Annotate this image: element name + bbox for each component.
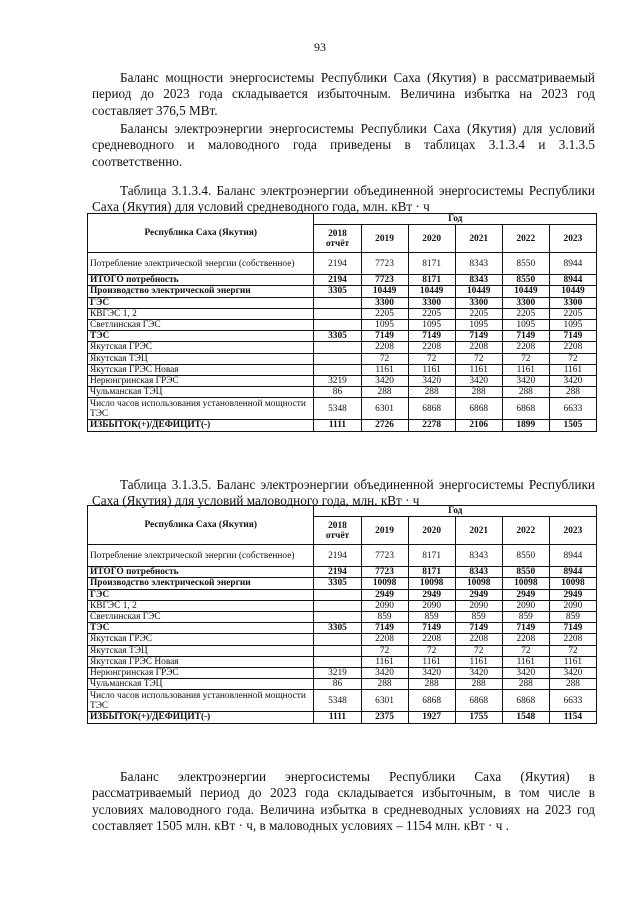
table1-header-year-col: 2023 bbox=[549, 225, 596, 253]
table1-cell: 1111 bbox=[314, 420, 361, 431]
table1-cell: 10449 bbox=[455, 286, 502, 297]
table1-cell: 2106 bbox=[455, 420, 502, 431]
table2-row-label: Якутская ГРЭС bbox=[88, 634, 314, 645]
table2-header-year-col: 2023 bbox=[549, 517, 596, 545]
table1-cell: 72 bbox=[455, 353, 502, 364]
table2-cell: 10098 bbox=[361, 578, 408, 589]
table1-cell: 72 bbox=[408, 353, 455, 364]
table1-cell: 288 bbox=[549, 387, 596, 398]
table2-cell: 1111 bbox=[314, 712, 361, 723]
table2-cell: 1161 bbox=[502, 656, 549, 667]
table1-cell: 3420 bbox=[455, 376, 502, 387]
table2-cell: 72 bbox=[502, 645, 549, 656]
table2-cell: 72 bbox=[549, 645, 596, 656]
table1-row bbox=[88, 331, 597, 342]
table2-cell: 2949 bbox=[502, 589, 549, 600]
table2-row-label: Нерюнгринская ГРЭС bbox=[88, 668, 314, 679]
table1-cell: 86 bbox=[314, 387, 361, 398]
table1-row bbox=[88, 420, 597, 431]
table1-cell: 3219 bbox=[314, 376, 361, 387]
table2-cell: 7723 bbox=[361, 567, 408, 578]
table2-row bbox=[88, 612, 597, 623]
table2-cell: 3420 bbox=[502, 668, 549, 679]
table1-row-label: Число часов использования установленной мощности ТЭС bbox=[88, 398, 314, 420]
table2-cell: 859 bbox=[361, 612, 408, 623]
table2-cell: 1548 bbox=[502, 712, 549, 723]
table2-row bbox=[88, 668, 597, 679]
table2-cell: 3420 bbox=[549, 668, 596, 679]
table1-cell: 72 bbox=[549, 353, 596, 364]
table1-cell: 1899 bbox=[502, 420, 549, 431]
table2-cell: 3305 bbox=[314, 578, 361, 589]
table2-header-year-col: 2021 bbox=[455, 517, 502, 545]
table1-cell: 1095 bbox=[549, 320, 596, 331]
table2-row bbox=[88, 567, 597, 578]
table1-header-region: Республика Саха (Якутия) bbox=[88, 214, 314, 253]
table2-cell: 6868 bbox=[502, 690, 549, 712]
table1-cell: 1505 bbox=[549, 420, 596, 431]
table2-cell: 10098 bbox=[408, 578, 455, 589]
table1-row bbox=[88, 387, 597, 398]
table2-cell: 2090 bbox=[549, 600, 596, 611]
table1-cell: 288 bbox=[502, 387, 549, 398]
table1-cell: 2194 bbox=[314, 253, 361, 275]
table2-cell: 8944 bbox=[549, 545, 596, 567]
table1-cell: 8550 bbox=[502, 253, 549, 275]
table1-cell: 2208 bbox=[502, 342, 549, 353]
table2-row bbox=[88, 545, 597, 567]
table1-cell: 10449 bbox=[408, 286, 455, 297]
table1-cell: 1161 bbox=[455, 364, 502, 375]
table2-cell: 7149 bbox=[502, 623, 549, 634]
table1-cell: 1095 bbox=[408, 320, 455, 331]
table1-cell: 6868 bbox=[455, 398, 502, 420]
table2-cell bbox=[314, 634, 361, 645]
table1-row bbox=[88, 353, 597, 364]
table1-header-year-col: 2019 bbox=[361, 225, 408, 253]
table2-caption: Таблица 3.1.3.5. Баланс электроэнергии объединенной энергосистемы Республики Саха (Якутия) для условий маловодного года, млн. кВт · ч bbox=[92, 477, 595, 508]
table2-cell: 10098 bbox=[549, 578, 596, 589]
table1-row-label: КВГЭС 1, 2 bbox=[88, 308, 314, 319]
table1-row-label: Нерюнгринская ГРЭС bbox=[88, 376, 314, 387]
table2-header-region: Республика Саха (Якутия) bbox=[88, 506, 314, 545]
table2-cell: 3219 bbox=[314, 668, 361, 679]
table2-row-label: ИТОГО потребность bbox=[88, 567, 314, 578]
table1-cell: 2205 bbox=[408, 308, 455, 319]
table2-row bbox=[88, 645, 597, 656]
table2-cell: 288 bbox=[502, 679, 549, 690]
table1-row-label: Якутская ГРЭС bbox=[88, 342, 314, 353]
table1-row-label: Чульманская ТЭЦ bbox=[88, 387, 314, 398]
table1-cell bbox=[314, 320, 361, 331]
table2-cell: 1161 bbox=[549, 656, 596, 667]
table2-row bbox=[88, 578, 597, 589]
table1-cell: 1095 bbox=[455, 320, 502, 331]
table2-cell: 6868 bbox=[408, 690, 455, 712]
table2-cell: 10098 bbox=[455, 578, 502, 589]
table1-cell: 3300 bbox=[549, 297, 596, 308]
table1-cell: 1161 bbox=[502, 364, 549, 375]
table1-header-year-col: 2021 bbox=[455, 225, 502, 253]
table1-cell: 1161 bbox=[549, 364, 596, 375]
table1-cell: 6868 bbox=[408, 398, 455, 420]
table1-row bbox=[88, 320, 597, 331]
table1-cell bbox=[314, 353, 361, 364]
table1-cell: 7723 bbox=[361, 275, 408, 286]
paragraph-energy-balances-intro: Балансы электроэнергии энергосистемы Республики Саха (Якутия) для условий средневодного и маловодного года приведены в таблицах 3.1.3.4 и 3.1.3.5 соответственно. bbox=[92, 121, 595, 169]
table2-cell: 288 bbox=[408, 679, 455, 690]
table2-cell: 2090 bbox=[455, 600, 502, 611]
table2-cell: 288 bbox=[549, 679, 596, 690]
table1-cell: 72 bbox=[361, 353, 408, 364]
table2-cell: 72 bbox=[361, 645, 408, 656]
table2-body bbox=[88, 545, 597, 723]
table1-cell: 2278 bbox=[408, 420, 455, 431]
table2-cell: 3420 bbox=[455, 668, 502, 679]
table1-row-label: Потребление электрической энергии (собственное) bbox=[88, 253, 314, 275]
table2-cell: 2208 bbox=[549, 634, 596, 645]
table2-cell: 859 bbox=[455, 612, 502, 623]
table2-cell: 86 bbox=[314, 679, 361, 690]
table2-row-label: Якутская ГРЭС Новая bbox=[88, 656, 314, 667]
table1-cell: 2208 bbox=[455, 342, 502, 353]
table1-row bbox=[88, 253, 597, 275]
table1-cell: 8343 bbox=[455, 253, 502, 275]
table1-cell: 6868 bbox=[502, 398, 549, 420]
table2-cell: 3420 bbox=[361, 668, 408, 679]
table1-row bbox=[88, 297, 597, 308]
table1-cell: 8944 bbox=[549, 275, 596, 286]
table1-cell: 7149 bbox=[408, 331, 455, 342]
table2-cell: 7149 bbox=[408, 623, 455, 634]
table1-cell: 3420 bbox=[549, 376, 596, 387]
table2-cell: 3305 bbox=[314, 623, 361, 634]
table2-cell: 8171 bbox=[408, 567, 455, 578]
table2-cell: 288 bbox=[455, 679, 502, 690]
table1-cell: 3305 bbox=[314, 286, 361, 297]
table2-cell: 2949 bbox=[361, 589, 408, 600]
table2-row bbox=[88, 712, 597, 723]
table1-row bbox=[88, 275, 597, 286]
table2-cell bbox=[314, 612, 361, 623]
table1-row bbox=[88, 364, 597, 375]
table2-cell: 2949 bbox=[549, 589, 596, 600]
table1-cell: 3300 bbox=[455, 297, 502, 308]
table2-cell: 859 bbox=[502, 612, 549, 623]
table2-cell: 1161 bbox=[408, 656, 455, 667]
table2-cell: 6301 bbox=[361, 690, 408, 712]
table1-header-year: Год bbox=[314, 214, 597, 225]
table2-row-label: Светлинская ГЭС bbox=[88, 612, 314, 623]
table1-caption: Таблица 3.1.3.4. Баланс электроэнергии объединенной энергосистемы Республики Саха (Якутия) для условий средневодного года, млн. кВт · ч bbox=[92, 183, 595, 214]
table1-cell: 7149 bbox=[455, 331, 502, 342]
table2-row bbox=[88, 600, 597, 611]
table2-cell: 8343 bbox=[455, 567, 502, 578]
table2-row-label: ИЗБЫТОК(+)/ДЕФИЦИТ(-) bbox=[88, 712, 314, 723]
table1-cell: 6301 bbox=[361, 398, 408, 420]
table1-cell: 10449 bbox=[549, 286, 596, 297]
table2-cell: 859 bbox=[549, 612, 596, 623]
table2-cell: 8171 bbox=[408, 545, 455, 567]
table1-cell bbox=[314, 308, 361, 319]
table1-row bbox=[88, 342, 597, 353]
energy-balance-table-medium-water bbox=[87, 213, 597, 432]
table2-cell: 2208 bbox=[502, 634, 549, 645]
table1-row bbox=[88, 398, 597, 420]
table2-row bbox=[88, 679, 597, 690]
table1-cell: 2208 bbox=[549, 342, 596, 353]
page-number: 93 bbox=[314, 40, 326, 54]
table1-row-label: Производство электрической энергии bbox=[88, 286, 314, 297]
table1-cell: 2726 bbox=[361, 420, 408, 431]
table2-row-label: ГЭС bbox=[88, 589, 314, 600]
table1-cell: 3305 bbox=[314, 331, 361, 342]
table2-cell: 2208 bbox=[408, 634, 455, 645]
table1-cell: 10449 bbox=[502, 286, 549, 297]
table2-cell: 72 bbox=[408, 645, 455, 656]
table2-cell: 1161 bbox=[455, 656, 502, 667]
table1-row bbox=[88, 376, 597, 387]
table1-row-label: Светлинская ГЭС bbox=[88, 320, 314, 331]
table1-cell: 10449 bbox=[361, 286, 408, 297]
table2-cell: 8944 bbox=[549, 567, 596, 578]
table2-row-label: Потребление электрической энергии (собственное) bbox=[88, 545, 314, 567]
table1-cell: 8944 bbox=[549, 253, 596, 275]
table2-row-label: Производство электрической энергии bbox=[88, 578, 314, 589]
table1-cell: 288 bbox=[361, 387, 408, 398]
table2-cell: 10098 bbox=[502, 578, 549, 589]
table1-cell: 8171 bbox=[408, 253, 455, 275]
table2-cell: 7149 bbox=[361, 623, 408, 634]
table1-cell: 72 bbox=[502, 353, 549, 364]
table2-row bbox=[88, 634, 597, 645]
table2-cell: 5348 bbox=[314, 690, 361, 712]
table1-cell: 3420 bbox=[361, 376, 408, 387]
paragraph-power-balance: Баланс мощности энергосистемы Республики Саха (Якутия) в рассматриваемый период до 2023 года складывается избыточным. Величина избытка на 2023 год составляет 376,5 МВт. bbox=[92, 70, 595, 118]
table1-cell: 288 bbox=[455, 387, 502, 398]
table1-cell bbox=[314, 297, 361, 308]
table1-cell: 8171 bbox=[408, 275, 455, 286]
table2-row bbox=[88, 656, 597, 667]
table1-header-year-col: 2022 bbox=[502, 225, 549, 253]
table1-cell: 7149 bbox=[502, 331, 549, 342]
table2-cell bbox=[314, 645, 361, 656]
table1-cell: 7149 bbox=[361, 331, 408, 342]
table2-cell: 2949 bbox=[455, 589, 502, 600]
table1-cell: 1095 bbox=[502, 320, 549, 331]
table1-cell: 8343 bbox=[455, 275, 502, 286]
table2-cell: 288 bbox=[361, 679, 408, 690]
table1-cell bbox=[314, 342, 361, 353]
table1-row-label: ИТОГО потребность bbox=[88, 275, 314, 286]
table1-cell: 1161 bbox=[408, 364, 455, 375]
table2-cell: 1161 bbox=[361, 656, 408, 667]
table2-cell: 2949 bbox=[408, 589, 455, 600]
table1-header-base-year: 2018 отчёт bbox=[314, 225, 361, 253]
table2-cell: 2208 bbox=[455, 634, 502, 645]
table2-row-label: Якутская ТЭЦ bbox=[88, 645, 314, 656]
table2-header-year-col: 2019 bbox=[361, 517, 408, 545]
table1-cell bbox=[314, 364, 361, 375]
table1-cell: 7723 bbox=[361, 253, 408, 275]
table2-cell: 6868 bbox=[455, 690, 502, 712]
table1-cell: 1095 bbox=[361, 320, 408, 331]
table1-cell: 1161 bbox=[361, 364, 408, 375]
table1-cell: 2208 bbox=[408, 342, 455, 353]
table1-cell: 3300 bbox=[361, 297, 408, 308]
table2-cell: 1154 bbox=[549, 712, 596, 723]
energy-balance-table-low-water bbox=[87, 505, 597, 724]
table2-cell: 3420 bbox=[408, 668, 455, 679]
table1-cell: 2194 bbox=[314, 275, 361, 286]
table1-row-label: ГЭС bbox=[88, 297, 314, 308]
table2-cell: 8343 bbox=[455, 545, 502, 567]
table2-cell: 8550 bbox=[502, 545, 549, 567]
table2-header-base-year: 2018 отчёт bbox=[314, 517, 361, 545]
table2-cell: 6633 bbox=[549, 690, 596, 712]
table1-body bbox=[88, 253, 597, 431]
table2-row bbox=[88, 623, 597, 634]
table1-row-label: ТЭС bbox=[88, 331, 314, 342]
table1-cell: 3300 bbox=[502, 297, 549, 308]
table2-cell: 2375 bbox=[361, 712, 408, 723]
table2-cell: 859 bbox=[408, 612, 455, 623]
table1-cell: 2205 bbox=[455, 308, 502, 319]
table2-cell: 2090 bbox=[408, 600, 455, 611]
table1-cell: 2205 bbox=[549, 308, 596, 319]
table2-row-label: Чульманская ТЭЦ bbox=[88, 679, 314, 690]
table2-cell: 7149 bbox=[455, 623, 502, 634]
table2-cell bbox=[314, 656, 361, 667]
table2-cell: 7149 bbox=[549, 623, 596, 634]
table1-cell: 6633 bbox=[549, 398, 596, 420]
table2-row bbox=[88, 690, 597, 712]
table2-header-year-col: 2022 bbox=[502, 517, 549, 545]
table2-row-label: Число часов использования установленной мощности ТЭС bbox=[88, 690, 314, 712]
table2-cell: 2090 bbox=[502, 600, 549, 611]
table2-cell: 1927 bbox=[408, 712, 455, 723]
table2-cell: 2194 bbox=[314, 545, 361, 567]
table2-cell: 1755 bbox=[455, 712, 502, 723]
table2-row-label: ТЭС bbox=[88, 623, 314, 634]
table1-row bbox=[88, 308, 597, 319]
table2-row bbox=[88, 589, 597, 600]
table2-cell: 2194 bbox=[314, 567, 361, 578]
table1-cell: 7149 bbox=[549, 331, 596, 342]
table2-cell: 2208 bbox=[361, 634, 408, 645]
table1-row-label: Якутская ГРЭС Новая bbox=[88, 364, 314, 375]
table2-row-label: КВГЭС 1, 2 bbox=[88, 600, 314, 611]
table2-cell: 72 bbox=[455, 645, 502, 656]
table2-cell bbox=[314, 589, 361, 600]
table1-cell: 3420 bbox=[408, 376, 455, 387]
table1-cell: 8550 bbox=[502, 275, 549, 286]
paragraph-conclusion: Баланс электроэнергии энергосистемы Республики Саха (Якутия) в рассматриваемый период до 2023 года складывается избыточным, в том числе в условиях маловодного года. Величина избытка в средневодных условиях на 2023 год составляет 1505 млн. кВт · ч, в маловодных условиях – 1154 млн. кВт · ч . bbox=[92, 769, 595, 834]
table2-cell: 8550 bbox=[502, 567, 549, 578]
table1-cell: 2208 bbox=[361, 342, 408, 353]
table1-row-label: ИЗБЫТОК(+)/ДЕФИЦИТ(-) bbox=[88, 420, 314, 431]
table1-row-label: Якутская ТЭЦ bbox=[88, 353, 314, 364]
table1-cell: 2205 bbox=[361, 308, 408, 319]
table2-cell: 7723 bbox=[361, 545, 408, 567]
table1-cell: 288 bbox=[408, 387, 455, 398]
table2-cell bbox=[314, 600, 361, 611]
table1-cell: 5348 bbox=[314, 398, 361, 420]
table2-cell: 2090 bbox=[361, 600, 408, 611]
table2-header-year-col: 2020 bbox=[408, 517, 455, 545]
table1-cell: 2205 bbox=[502, 308, 549, 319]
table2-header-year: Год bbox=[314, 506, 597, 517]
table1-cell: 3420 bbox=[502, 376, 549, 387]
table1-row bbox=[88, 286, 597, 297]
table1-cell: 3300 bbox=[408, 297, 455, 308]
table1-header-year-col: 2020 bbox=[408, 225, 455, 253]
